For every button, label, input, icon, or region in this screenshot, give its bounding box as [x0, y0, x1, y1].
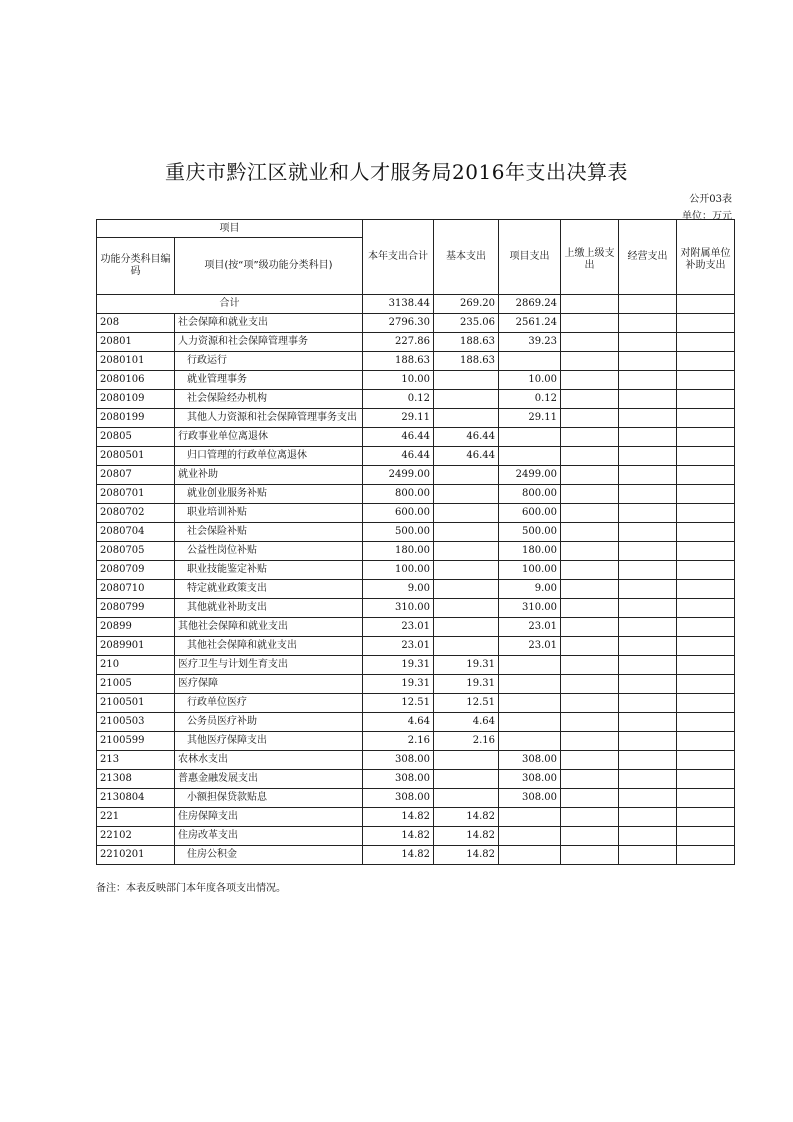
row-basic — [434, 789, 499, 808]
row-basic: 19.31 — [434, 675, 499, 694]
row-subsidy — [677, 523, 735, 542]
row-name: 住房保障支出 — [175, 808, 363, 827]
table-row — [97, 352, 735, 371]
page-title: 重庆市黔江区就业和人才服务局2016年支出决算表 — [165, 160, 628, 184]
row-upper — [561, 808, 619, 827]
row-total: 19.31 — [363, 656, 434, 675]
row-name: 行政事业单位离退休 — [175, 428, 363, 447]
row-upper — [561, 428, 619, 447]
row-upper — [561, 561, 619, 580]
row-total: 100.00 — [363, 561, 434, 580]
table-row — [97, 846, 735, 865]
row-upper — [561, 618, 619, 637]
row-code: 2080709 — [97, 561, 175, 580]
row-upper — [561, 371, 619, 390]
row-upper — [561, 580, 619, 599]
row-total: 308.00 — [363, 770, 434, 789]
row-name: 医疗保障 — [175, 675, 363, 694]
row-subsidy — [677, 637, 735, 656]
row-project: 2499.00 — [499, 466, 561, 485]
row-code: 221 — [97, 808, 175, 827]
row-operating — [619, 428, 677, 447]
row-subsidy — [677, 314, 735, 333]
row-upper — [561, 390, 619, 409]
row-code: 2080705 — [97, 542, 175, 561]
row-operating — [619, 447, 677, 466]
row-operating — [619, 333, 677, 352]
table-row — [97, 428, 735, 447]
table-row — [97, 694, 735, 713]
expenditure-table — [96, 219, 735, 865]
row-basic: 19.31 — [434, 656, 499, 675]
row-operating — [619, 561, 677, 580]
row-operating — [619, 637, 677, 656]
row-upper — [561, 523, 619, 542]
row-code: 2080701 — [97, 485, 175, 504]
row-upper — [561, 656, 619, 675]
row-upper — [561, 333, 619, 352]
row-upper — [561, 789, 619, 808]
row-project: 23.01 — [499, 618, 561, 637]
row-upper — [561, 751, 619, 770]
row-total: 14.82 — [363, 846, 434, 865]
row-basic: 46.44 — [434, 428, 499, 447]
row-operating — [619, 770, 677, 789]
total-basic: 269.20 — [434, 295, 499, 314]
row-operating — [619, 618, 677, 637]
header-basic: 基本支出 — [434, 220, 499, 295]
row-code: 208 — [97, 314, 175, 333]
row-project — [499, 352, 561, 371]
row-basic: 188.63 — [434, 352, 499, 371]
row-operating — [619, 656, 677, 675]
row-operating — [619, 713, 677, 732]
unit-label: 单位：万元 — [682, 211, 732, 222]
row-total: 308.00 — [363, 751, 434, 770]
row-upper — [561, 713, 619, 732]
row-code: 21005 — [97, 675, 175, 694]
row-operating — [619, 504, 677, 523]
header-subsidy: 对附属单位补助支出 — [677, 220, 735, 295]
row-total: 10.00 — [363, 371, 434, 390]
row-name: 社会保险补贴 — [175, 523, 363, 542]
row-upper — [561, 770, 619, 789]
row-upper — [561, 504, 619, 523]
row-upper — [561, 409, 619, 428]
row-project — [499, 808, 561, 827]
row-project: 9.00 — [499, 580, 561, 599]
table-row — [97, 485, 735, 504]
table-row — [97, 523, 735, 542]
row-subsidy — [677, 713, 735, 732]
row-subsidy — [677, 542, 735, 561]
row-subsidy — [677, 352, 735, 371]
table-row — [97, 504, 735, 523]
row-name: 住房改革支出 — [175, 827, 363, 846]
table-row — [97, 789, 735, 808]
row-subsidy — [677, 656, 735, 675]
row-upper — [561, 846, 619, 865]
row-name: 归口管理的行政单位离退休 — [175, 447, 363, 466]
row-total: 2796.30 — [363, 314, 434, 333]
header-operating: 经营支出 — [619, 220, 677, 295]
row-basic: 2.16 — [434, 732, 499, 751]
row-operating — [619, 599, 677, 618]
row-name: 人力资源和社会保障管理事务 — [175, 333, 363, 352]
row-name: 医疗卫生与计划生育支出 — [175, 656, 363, 675]
row-project — [499, 846, 561, 865]
table-row — [97, 637, 735, 656]
row-subsidy — [677, 770, 735, 789]
row-name: 社会保险经办机构 — [175, 390, 363, 409]
row-project: 100.00 — [499, 561, 561, 580]
row-project: 308.00 — [499, 751, 561, 770]
table-row — [97, 808, 735, 827]
row-operating — [619, 466, 677, 485]
row-subsidy — [677, 675, 735, 694]
total-sum: 3138.44 — [363, 295, 434, 314]
total-upper — [561, 295, 619, 314]
row-total: 14.82 — [363, 808, 434, 827]
row-basic: 235.06 — [434, 314, 499, 333]
row-code: 2130804 — [97, 789, 175, 808]
row-subsidy — [677, 561, 735, 580]
row-code: 21308 — [97, 770, 175, 789]
row-basic — [434, 599, 499, 618]
row-name: 农林水支出 — [175, 751, 363, 770]
row-basic — [434, 751, 499, 770]
row-total: 500.00 — [363, 523, 434, 542]
row-operating — [619, 675, 677, 694]
row-total: 2.16 — [363, 732, 434, 751]
row-code: 2080109 — [97, 390, 175, 409]
row-total: 310.00 — [363, 599, 434, 618]
table-row — [97, 827, 735, 846]
row-upper — [561, 466, 619, 485]
row-operating — [619, 732, 677, 751]
row-name: 职业技能鉴定补贴 — [175, 561, 363, 580]
row-basic — [434, 390, 499, 409]
row-project: 10.00 — [499, 371, 561, 390]
row-code: 210 — [97, 656, 175, 675]
row-basic: 4.64 — [434, 713, 499, 732]
table-row — [97, 390, 735, 409]
row-project: 600.00 — [499, 504, 561, 523]
row-upper — [561, 675, 619, 694]
row-code: 20807 — [97, 466, 175, 485]
total-operating — [619, 295, 677, 314]
row-total: 29.11 — [363, 409, 434, 428]
row-subsidy — [677, 390, 735, 409]
row-basic — [434, 485, 499, 504]
row-code: 22102 — [97, 827, 175, 846]
row-subsidy — [677, 428, 735, 447]
row-operating — [619, 352, 677, 371]
row-name: 特定就业政策支出 — [175, 580, 363, 599]
row-project — [499, 447, 561, 466]
row-code: 2080704 — [97, 523, 175, 542]
table-row — [97, 580, 735, 599]
row-code: 2080199 — [97, 409, 175, 428]
row-project: 23.01 — [499, 637, 561, 656]
row-name: 普惠金融发展支出 — [175, 770, 363, 789]
row-subsidy — [677, 599, 735, 618]
row-basic — [434, 542, 499, 561]
row-code: 2089901 — [97, 637, 175, 656]
row-project — [499, 694, 561, 713]
table-row — [97, 656, 735, 675]
row-code: 2080501 — [97, 447, 175, 466]
row-name: 职业培训补贴 — [175, 504, 363, 523]
row-name: 行政运行 — [175, 352, 363, 371]
row-subsidy — [677, 751, 735, 770]
row-code: 2080799 — [97, 599, 175, 618]
header-project: 项目支出 — [499, 220, 561, 295]
table-row — [97, 314, 735, 333]
row-code: 2080101 — [97, 352, 175, 371]
row-total: 188.63 — [363, 352, 434, 371]
row-upper — [561, 314, 619, 333]
row-basic — [434, 371, 499, 390]
row-basic — [434, 637, 499, 656]
row-total: 46.44 — [363, 447, 434, 466]
row-code: 2080702 — [97, 504, 175, 523]
table-row — [97, 371, 735, 390]
row-basic — [434, 770, 499, 789]
row-operating — [619, 808, 677, 827]
row-basic — [434, 523, 499, 542]
row-basic: 188.63 — [434, 333, 499, 352]
row-operating — [619, 390, 677, 409]
row-total: 2499.00 — [363, 466, 434, 485]
row-name: 就业创业服务补贴 — [175, 485, 363, 504]
row-operating — [619, 485, 677, 504]
row-subsidy — [677, 504, 735, 523]
row-name: 公务员医疗补助 — [175, 713, 363, 732]
row-subsidy — [677, 580, 735, 599]
row-name: 其他医疗保障支出 — [175, 732, 363, 751]
table-row — [97, 770, 735, 789]
header-code: 功能分类科目编码 — [97, 238, 175, 295]
row-basic — [434, 580, 499, 599]
row-subsidy — [677, 846, 735, 865]
form-number: 公开03表 — [689, 194, 732, 205]
row-basic: 14.82 — [434, 808, 499, 827]
row-code: 2100599 — [97, 732, 175, 751]
row-operating — [619, 542, 677, 561]
row-name: 其他社会保障和就业支出 — [175, 637, 363, 656]
row-code: 2100503 — [97, 713, 175, 732]
table-row — [97, 466, 735, 485]
row-code: 2210201 — [97, 846, 175, 865]
row-subsidy — [677, 827, 735, 846]
row-total: 600.00 — [363, 504, 434, 523]
row-project: 308.00 — [499, 770, 561, 789]
row-project — [499, 827, 561, 846]
row-name: 其他社会保障和就业支出 — [175, 618, 363, 637]
row-operating — [619, 827, 677, 846]
row-total: 23.01 — [363, 637, 434, 656]
row-upper — [561, 447, 619, 466]
header-total: 本年支出合计 — [363, 220, 434, 295]
header-name: 项目(按“项”级功能分类科目) — [175, 238, 363, 295]
header-project-group: 项目 — [97, 220, 363, 238]
row-operating — [619, 371, 677, 390]
table-row — [97, 561, 735, 580]
row-project: 2561.24 — [499, 314, 561, 333]
table-row — [97, 618, 735, 637]
row-total: 19.31 — [363, 675, 434, 694]
row-project: 500.00 — [499, 523, 561, 542]
row-subsidy — [677, 732, 735, 751]
row-operating — [619, 314, 677, 333]
row-code: 20805 — [97, 428, 175, 447]
row-operating — [619, 846, 677, 865]
total-project: 2869.24 — [499, 295, 561, 314]
row-subsidy — [677, 409, 735, 428]
row-subsidy — [677, 485, 735, 504]
row-name: 小额担保贷款贴息 — [175, 789, 363, 808]
total-row — [97, 295, 735, 314]
row-subsidy — [677, 371, 735, 390]
row-basic — [434, 504, 499, 523]
row-basic — [434, 618, 499, 637]
row-project — [499, 713, 561, 732]
row-project — [499, 732, 561, 751]
row-code: 2100501 — [97, 694, 175, 713]
row-operating — [619, 523, 677, 542]
row-code: 213 — [97, 751, 175, 770]
row-name: 社会保障和就业支出 — [175, 314, 363, 333]
row-total: 9.00 — [363, 580, 434, 599]
row-operating — [619, 751, 677, 770]
row-name: 其他就业补助支出 — [175, 599, 363, 618]
row-subsidy — [677, 618, 735, 637]
row-project: 800.00 — [499, 485, 561, 504]
row-basic: 14.82 — [434, 827, 499, 846]
row-basic — [434, 561, 499, 580]
table-row — [97, 751, 735, 770]
row-basic — [434, 409, 499, 428]
row-upper — [561, 599, 619, 618]
total-label: 合计 — [97, 295, 363, 314]
row-total: 180.00 — [363, 542, 434, 561]
row-code: 2080106 — [97, 371, 175, 390]
row-basic — [434, 466, 499, 485]
table-row — [97, 447, 735, 466]
header-upper: 上缴上级支出 — [561, 220, 619, 295]
table-row — [97, 713, 735, 732]
row-code: 20801 — [97, 333, 175, 352]
row-total: 800.00 — [363, 485, 434, 504]
row-operating — [619, 580, 677, 599]
row-project — [499, 675, 561, 694]
row-subsidy — [677, 466, 735, 485]
row-name: 其他人力资源和社会保障管理事务支出 — [175, 409, 363, 428]
row-project — [499, 428, 561, 447]
row-project: 29.11 — [499, 409, 561, 428]
row-upper — [561, 352, 619, 371]
row-total: 308.00 — [363, 789, 434, 808]
total-subsidy — [677, 295, 735, 314]
row-total: 23.01 — [363, 618, 434, 637]
row-project: 0.12 — [499, 390, 561, 409]
row-upper — [561, 694, 619, 713]
row-name: 公益性岗位补贴 — [175, 542, 363, 561]
row-total: 46.44 — [363, 428, 434, 447]
row-basic: 46.44 — [434, 447, 499, 466]
row-total: 12.51 — [363, 694, 434, 713]
row-subsidy — [677, 808, 735, 827]
row-subsidy — [677, 694, 735, 713]
row-code: 20899 — [97, 618, 175, 637]
table-row — [97, 599, 735, 618]
row-name: 行政单位医疗 — [175, 694, 363, 713]
row-basic: 12.51 — [434, 694, 499, 713]
row-upper — [561, 542, 619, 561]
row-subsidy — [677, 447, 735, 466]
table-row — [97, 333, 735, 352]
row-name: 就业管理事务 — [175, 371, 363, 390]
table-row — [97, 409, 735, 428]
row-subsidy — [677, 333, 735, 352]
table-row — [97, 675, 735, 694]
row-project: 39.23 — [499, 333, 561, 352]
row-upper — [561, 827, 619, 846]
row-project — [499, 656, 561, 675]
row-code: 2080710 — [97, 580, 175, 599]
row-subsidy — [677, 789, 735, 808]
row-name: 住房公积金 — [175, 846, 363, 865]
row-upper — [561, 485, 619, 504]
table-row — [97, 732, 735, 751]
row-upper — [561, 637, 619, 656]
row-basic: 14.82 — [434, 846, 499, 865]
row-total: 4.64 — [363, 713, 434, 732]
row-operating — [619, 409, 677, 428]
row-project: 308.00 — [499, 789, 561, 808]
row-operating — [619, 789, 677, 808]
row-project: 310.00 — [499, 599, 561, 618]
row-name: 就业补助 — [175, 466, 363, 485]
table-row — [97, 542, 735, 561]
row-upper — [561, 732, 619, 751]
row-project: 180.00 — [499, 542, 561, 561]
footnote: 备注：本表反映部门本年度各项支出情况。 — [96, 883, 286, 894]
row-total: 14.82 — [363, 827, 434, 846]
row-total: 0.12 — [363, 390, 434, 409]
row-operating — [619, 694, 677, 713]
row-total: 227.86 — [363, 333, 434, 352]
